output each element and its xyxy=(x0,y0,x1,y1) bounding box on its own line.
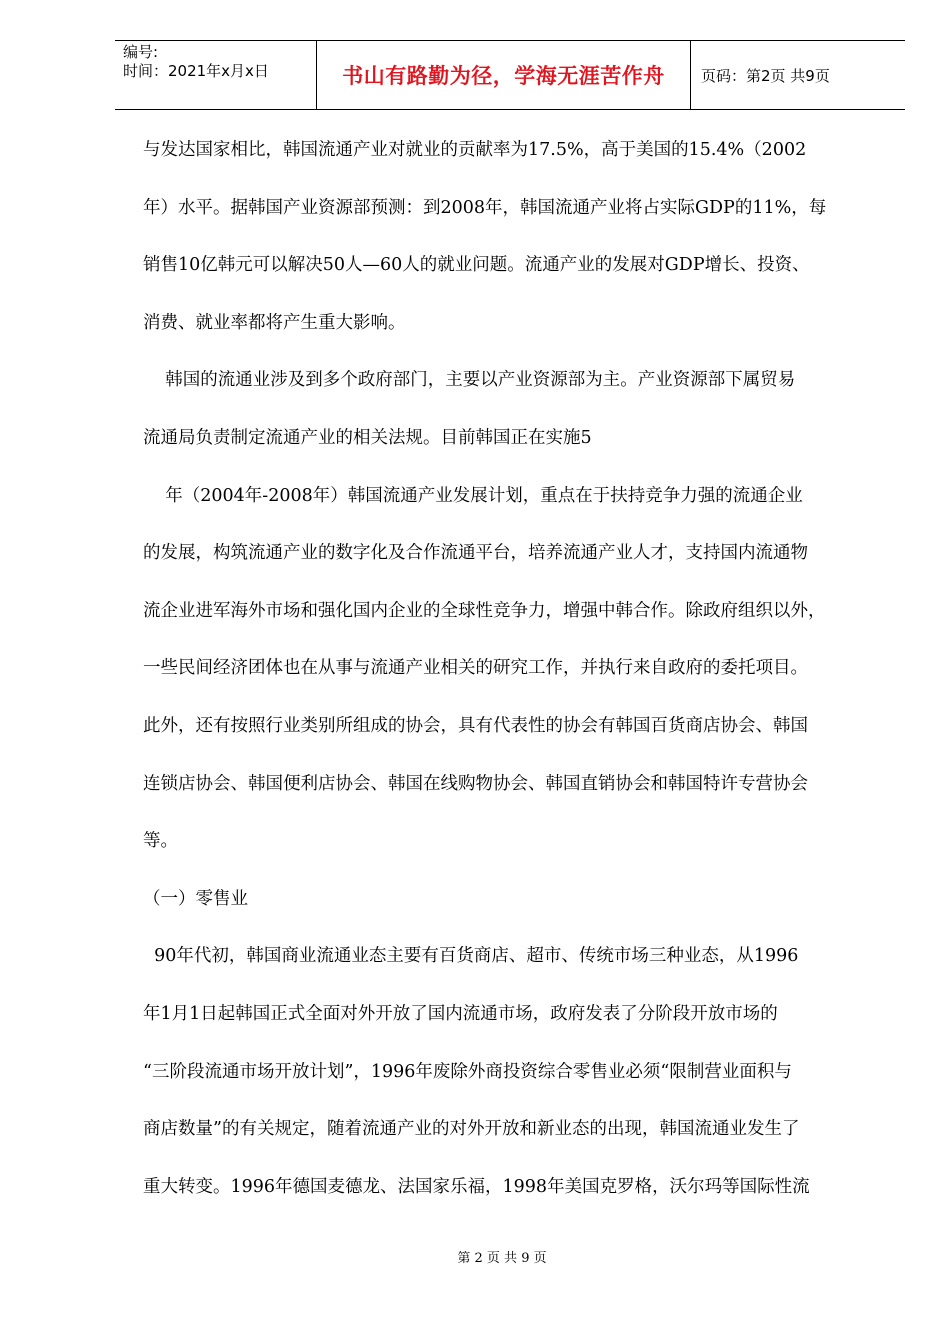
body-line: 流通局负责制定流通产业的相关法规。目前韩国正在实施5 xyxy=(143,427,592,448)
body-line: 商店数量”的有关规定，随着流通产业的对外开放和新业态的出现，韩国流通业发生了 xyxy=(143,1119,800,1140)
header-motto-cell xyxy=(317,41,691,109)
body-line: 年）水平。据韩国产业资源部预测：到2008年，韩国流通产业将占实际GDP的11%，每 xyxy=(143,197,827,218)
body-line: “三阶段流通市场开放计划”，1996年废除外商投资综合零售业必须“限制营业面积与 xyxy=(143,1061,792,1082)
body-line: 此外，还有按照行业类别所组成的协会，具有代表性的协会有韩国百货商店协会、韩国 xyxy=(143,715,808,736)
header-meta-cell xyxy=(115,41,317,109)
header-page-cell xyxy=(691,41,905,109)
motto-text: 书山有路勤为径，学海无涯苦作舟 xyxy=(342,64,665,88)
body-line: 销售10亿韩元可以解决50人—60人的就业问题。流通产业的发展对GDP增长、投资、 xyxy=(143,255,810,276)
body-line: 重大转变。1996年德国麦德龙、法国家乐福，1998年美国克罗格，沃尔玛等国际性流 xyxy=(143,1176,810,1197)
date-label: 时间：2021年x月x日 xyxy=(123,62,269,80)
body-line: 年1月1日起韩国正式全面对外开放了国内流通市场，政府发表了分阶段开放市场的 xyxy=(143,1003,778,1024)
body-line: 90年代初，韩国商业流通业态主要有百货商店、超市、传统市场三种业态，从1996 xyxy=(143,946,799,967)
footer-page-number: 第 2 页 共 9 页 xyxy=(457,1251,547,1266)
body-line: 年（2004年-2008年）韩国流通产业发展计划，重点在于扶持竞争力强的流通企业 xyxy=(143,485,803,506)
body-line: 消费、就业率都将产生重大影响。 xyxy=(143,312,406,333)
document-body xyxy=(143,128,883,1222)
body-line: 等。 xyxy=(143,831,178,852)
body-line: 流企业进军海外市场和强化国内企业的全球性竞争力，增强中韩合作。除政府组织以外， xyxy=(143,600,826,621)
body-line: 一些民间经济团体也在从事与流通产业相关的研究工作，并执行来自政府的委托项目。 xyxy=(143,658,808,679)
page-footer xyxy=(0,1247,950,1266)
serial-number-label: 编号: xyxy=(123,43,159,61)
body-line: 与发达国家相比，韩国流通产业对就业的贡献率为17.5%，高于美国的15.4%（2002 xyxy=(143,140,807,160)
body-line: 连锁店协会、韩国便利店协会、韩国在线购物协会、韩国直销协会和韩国特许专营协会 xyxy=(143,773,808,794)
body-line: 韩国的流通业涉及到多个政府部门，主要以产业资源部为主。产业资源部下属贸易 xyxy=(143,370,796,391)
page-header xyxy=(115,40,905,110)
page-code: 页码：第2页 共9页 xyxy=(701,66,830,85)
section-heading: （一）零售业 xyxy=(143,888,248,909)
body-line: 的发展，构筑流通产业的数字化及合作流通平台，培养流通产业人才，支持国内流通物 xyxy=(143,543,808,564)
